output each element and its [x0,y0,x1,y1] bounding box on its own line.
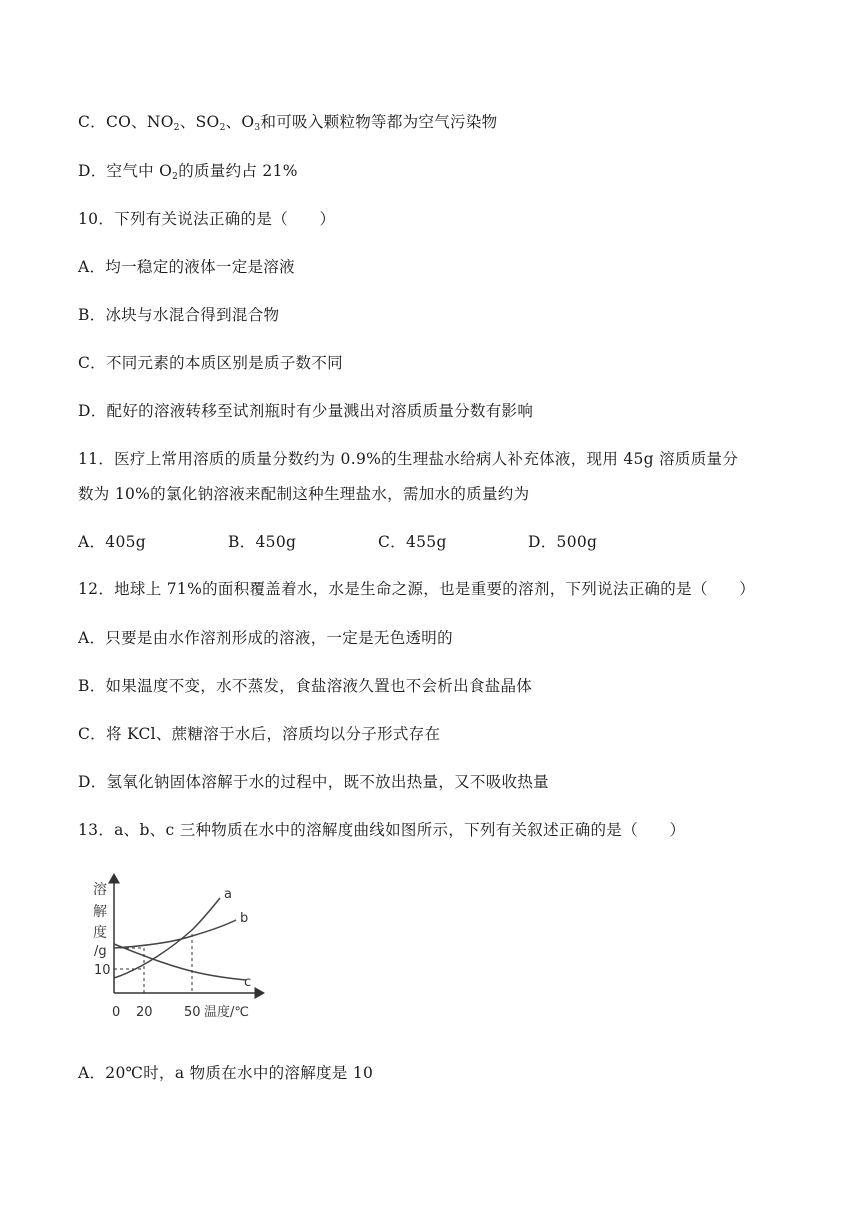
q10-option-d: D．配好的溶液转移至试剂瓶时有少量溅出对溶质质量分数有影响 [78,402,534,420]
y-label-unit: /g [94,944,107,959]
q13-option-a: A．20℃时，a 物质在水中的溶解度是 10 [78,1064,374,1082]
q12-option-a: A．只要是由水作溶剂形成的溶液，一定是无色透明的 [78,629,453,647]
q11-stem-line-2: 数为 10%的氯化钠溶液来配制这种生理盐水，需加水的质量约为 [78,485,530,503]
q10-stem: 10．下列有关说法正确的是（ ） [78,210,336,228]
curve-c [114,944,246,980]
q9-option-c-text-4: 和可吸入颗粒物等都为空气污染物 [260,113,498,131]
q12-option-b: B．如果温度不变，水不蒸发，食盐溶液久置也不会析出食盐晶体 [78,677,533,695]
curve-a [114,898,220,978]
q9-option-d-sub-1: 2 [172,172,179,182]
q10-option-a: A．均一稳定的液体一定是溶液 [78,258,295,276]
q10-option-b: B．冰块与水混合得到混合物 [78,306,280,324]
q9-option-d-text-1: D．空气中 O [78,162,173,180]
q10-option-c: C．不同元素的本质区别是质子数不同 [78,354,343,372]
x-tick-20: 20 [136,1005,153,1020]
q9-option-c-text-1: C．CO、NO [78,113,174,131]
q12-stem: 12．地球上 71%的面积覆盖着水，水是生命之源，也是重要的溶剂，下列说法正确的是（ ） [78,580,756,598]
q9-option-c-text-3: 、O [225,113,255,131]
q13-stem: 13．a、b、c 三种物质在水中的溶解度曲线如图所示，下列有关叙述正确的是（ ） [78,821,686,839]
q12-option-c: C．将 KCl、蔗糖溶于水后，溶质均以分子形式存在 [78,725,441,743]
curve-c-label: c [244,975,252,990]
y-tick-10: 10 [94,963,111,978]
q11-stem-line-1: 11．医疗上常用溶质的质量分数约为 0.9%的生理盐水给病人补充体液，现用 45g 溶质质量分 [78,450,739,468]
x-tick-0: 0 [112,1005,121,1020]
q11-option-b: B．450g [228,533,297,551]
q9-option-c-sub-1: 2 [173,123,180,133]
curve-b-label: b [240,911,249,926]
q11-option-a: A．405g [78,533,147,551]
q9-option-d-text-2: 的质量约占 21% [178,162,298,180]
q9-option-c-text-2: 、SO [179,113,220,131]
q9-option-d [78,161,298,181]
solubility-curve-figure [84,868,274,1028]
y-label-char-2: 解 [93,904,107,920]
curve-a-label: a [224,887,232,902]
q12-option-d: D．氢氧化钠固体溶解于水的过程中，既不放出热量，又不吸收热量 [78,773,549,791]
y-label-char-3: 度 [93,925,107,941]
q9-option-c-sub-3: 3 [254,123,261,133]
x-tick-50: 50 [184,1005,201,1020]
q9-option-c [78,112,497,132]
q11-option-d: D．500g [528,533,598,551]
q9-option-c-sub-2: 2 [219,123,226,133]
y-label-char-1: 溶 [93,882,107,898]
q11-option-c: C．455g [378,533,447,551]
x-axis-label: 温度/℃ [204,1005,249,1020]
